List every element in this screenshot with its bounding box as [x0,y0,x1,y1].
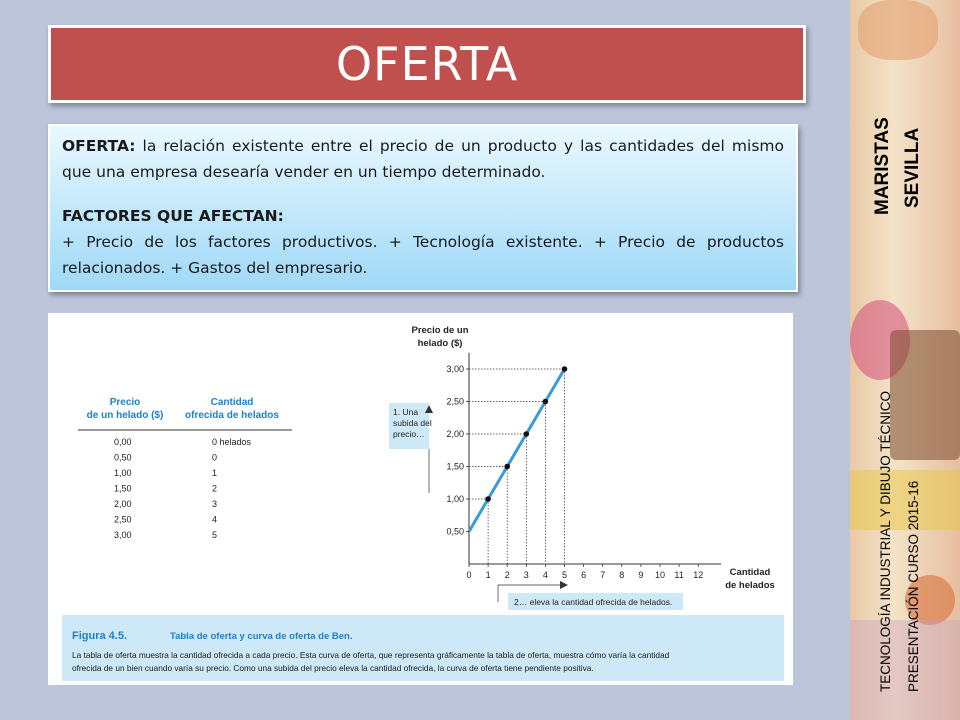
x-tick-label: 1 [485,570,491,580]
definition-box [48,124,798,292]
y-tick-label: 1,50 [446,461,464,472]
table-cell-cantidad: 1 [212,468,218,478]
caption-line1: La tabla de oferta muestra la cantidad ofrecida a cada precio. Esta curva de oferta, que representa gráficamente la tabla de oferta, muestra cómo varía la cantidad [72,650,670,660]
x-tick-label: 5 [561,570,568,580]
chart-plot [446,353,721,580]
x-axis-label-line1: Cantidad [729,567,771,578]
supply-point [562,366,568,372]
table-col2-header-line1: Cantidad [210,397,254,408]
table-col1-header-line2: de un helado ($) [86,410,164,421]
definition-term: OFERTA: [62,137,136,155]
brand-line1: MARISTAS [872,117,893,215]
supply-point [485,496,491,502]
y-tick-label: 2,00 [446,429,464,439]
x-tick-label: 4 [542,570,548,580]
sidebar-decoration [850,0,960,720]
y-tick-label: 2,50 [446,396,464,407]
table-cell-cantidad: 2 [212,483,218,494]
slide-title: OFERTA [335,37,519,91]
table-cell-precio: 0,50 [114,452,132,463]
table-rows [114,437,252,540]
annotation1-text: 1. Una subida del precio… [393,407,432,439]
y-tick-label: 1,00 [446,494,464,504]
table-cell-precio: 1,50 [114,483,132,494]
table-cell-precio: 0,00 [114,437,132,447]
table-cell-cantidad: 3 [212,499,218,509]
factors-text: + Precio de los factores productivos. + Tecnología existente. + Precio de productos relacionados. + Gastos del empresario. [62,233,784,277]
supply-point [504,464,510,470]
table-col1-header-line1: Precio [109,397,141,408]
table-cell-cantidad: 4 [212,514,218,525]
supply-curve [469,369,565,532]
definition-text: la relación existente entre el precio de un producto y las cantidades del mismo que una empresa desearía vender en un tiempo determinado. [62,137,784,181]
table-cell-precio: 2,00 [114,499,132,509]
table-cell-precio: 1,00 [114,468,132,478]
caption-label: Figura 4.5. [72,630,128,642]
annotation2-arrow-head [560,581,568,589]
x-tick-label: 3 [523,570,529,580]
y-axis-label-line2: helado ($) [417,338,463,349]
table-cell-precio: 3,00 [114,530,132,540]
figure-inner [62,317,784,681]
x-tick-label: 9 [638,570,644,580]
x-tick-label: 6 [581,570,587,580]
caption-title: Tabla de oferta y curva de oferta de Ben. [170,631,353,642]
y-tick-label: 0,50 [446,526,464,537]
supply-figure [62,317,784,681]
brand-line2: SEVILLA [902,127,923,208]
title-banner [48,25,806,103]
x-tick-label: 0 [466,570,472,580]
figure-panel [48,313,793,685]
factors-paragraph [62,203,784,229]
table-cell-cantidad: 5 [212,530,218,540]
supply-point [524,431,530,437]
caption-line2: ofrecida de un bien cuando varía su precio. Como una subida del precio eleva la cantidad ofrecida, la curva de oferta tiene pendiente positiva. [72,663,594,673]
table-cell-cantidad: 0 [212,452,218,463]
y-tick-label: 3,00 [446,364,464,374]
course-text: PRESENTACIÓN CURSO 2015-16 [906,480,921,692]
x-tick-label: 11 [674,570,684,580]
table-cell-precio: 2,50 [114,514,132,525]
definition-paragraph [62,133,784,185]
x-tick-label: 2 [504,570,510,580]
y-axis-label-line1: Precio de un [411,325,469,336]
x-tick-label: 12 [693,570,704,580]
annotation2-text: 2… eleva la cantidad ofrecida de helados. [514,597,673,607]
table-cell-cantidad: 0 helados [212,437,252,447]
department-text: TECNOLOGÍA INDUSTRIAL Y DIBUJO TÉCNICO [878,390,893,692]
x-axis-label-line2: de helados [725,580,775,591]
factors-heading: FACTORES QUE AFECTAN: [62,207,284,225]
x-tick-label: 8 [619,570,625,580]
supply-point [543,399,549,405]
x-tick-label: 10 [654,570,666,580]
x-tick-label: 7 [600,570,606,580]
table-col2-header-line2: ofrecida de helados [185,410,279,421]
